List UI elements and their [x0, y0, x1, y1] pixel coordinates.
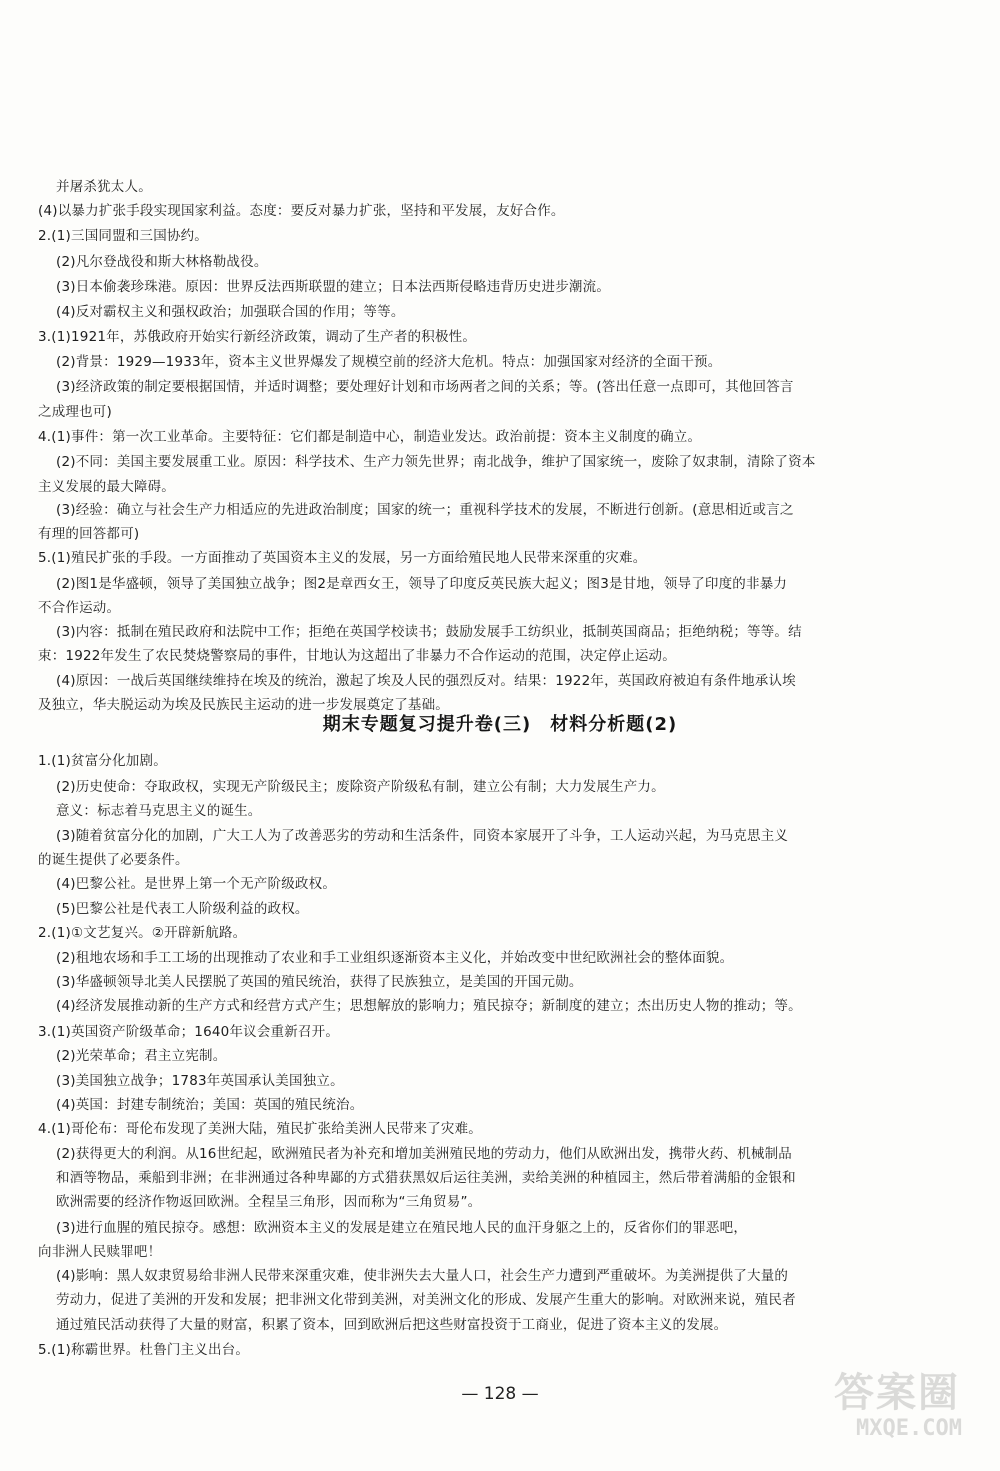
answer-line: 并屠杀犹太人。: [56, 179, 152, 195]
answer-line: (4)反对霸权主义和强权政治；加强联合国的作用；等等。: [56, 304, 405, 320]
answer-line: (3)经济政策的制定要根据国情，并适时调整；要处理好计划和市场两者之间的关系；等。(答出任意一点即可，其他回答言: [56, 379, 794, 395]
answer-line: 1.(1)贫富分化加剧。: [38, 753, 167, 769]
answer-line: 欧洲需要的经济作物返回欧洲。全程呈三角形，因而称为“三角贸易”。: [56, 1194, 482, 1210]
answer-line: 之成理也可): [38, 404, 112, 420]
answer-line: (4)英国：封建专制统治；美国：英国的殖民统治。: [56, 1097, 364, 1113]
answer-line: (2)租地农场和手工工场的出现推动了农业和手工业组织逐渐资本主义化，并始改变中世纪欧洲社会的整体面貌。: [56, 950, 734, 966]
watermark-text-top: 答案圈: [834, 1370, 960, 1416]
answer-line: 5.(1)称霸世界。杜鲁门主义出台。: [38, 1342, 250, 1358]
page-number: — 128 —: [461, 1384, 539, 1404]
answer-line: 5.(1)殖民扩张的手段。一方面推动了英国资本主义的发展，另一方面给殖民地人民带来深重的灾难。: [38, 550, 647, 566]
answer-line: (2)获得更大的利润。从16世纪起，欧洲殖民者为补充和增加美洲殖民地的劳动力，他们从欧洲出发，携带火药、机械制品: [56, 1146, 792, 1162]
answer-line: (2)不同：美国主要发展重工业。原因：科学技术、生产力领先世界；南北战争，维护了国家统一，废除了奴隶制，清除了资本: [56, 454, 816, 470]
answer-line: 及独立，华夫脱运动为埃及民族民主运动的进一步发展奠定了基础。: [38, 697, 449, 713]
answer-line: (4)以暴力扩张手段实现国家利益。态度：要反对暴力扩张，坚持和平发展，友好合作。: [38, 203, 565, 219]
answer-line: 的诞生提供了必要条件。: [38, 852, 189, 868]
answer-line: (2)凡尔登战役和斯大林格勒战役。: [56, 254, 268, 270]
answer-line: (2)历史使命：夺取政权，实现无产阶级民主；废除资产阶级私有制，建立公有制；大力发展生产力。: [56, 779, 665, 795]
answer-line: 通过殖民活动获得了大量的财富，积累了资本，回到欧洲后把这些财富投资于工商业，促进了资本主义的发展。: [56, 1317, 728, 1333]
answer-line: (4)经济发展推动新的生产方式和经营方式产生；思想解放的影响力；殖民掠夺；新制度的建立；杰出历史人物的推动；等。: [56, 998, 802, 1014]
answer-line: 不合作运动。: [38, 600, 121, 616]
answer-line: 意义：标志着马克思主义的诞生。: [56, 803, 262, 819]
answer-line: (4)巴黎公社。是世界上第一个无产阶级政权。: [56, 876, 337, 892]
section-title: 期末专题复习提升卷(三) 材料分析题(2): [322, 714, 678, 735]
answer-line: (2)光荣革命；君主立宪制。: [56, 1048, 227, 1064]
answer-line: (4)原因：一战后英国继续维持在埃及的统治，激起了埃及人民的强烈反对。结果：1922年，英国政府被迫有条件地承认埃: [56, 673, 796, 689]
answer-line: (3)经验：确立与社会生产力相适应的先进政治制度；国家的统一；重视科学技术的发展，不断进行创新。(意思相近或言之: [56, 502, 794, 518]
answer-line: 劳动力，促进了美洲的开发和发展；把非洲文化带到美洲，对美洲文化的形成、发展产生重大的影响。对欧洲来说，殖民者: [56, 1292, 796, 1308]
watermark-text-bottom: MXQE.COM: [856, 1416, 962, 1441]
answer-line: 3.(1)英国资产阶级革命；1640年议会重新召开。: [38, 1024, 340, 1040]
answer-line: 有理的回答都可): [38, 526, 140, 542]
answer-line: (3)内容：抵制在殖民政府和法院中工作；拒绝在英国学校读书；鼓励发展手工纺织业，抵制英国商品；拒绝纳税；等等。结: [56, 624, 802, 640]
answer-line: 2.(1)三国同盟和三国协约。: [38, 228, 209, 244]
answer-line: (3)美国独立战争；1783年英国承认美国独立。: [56, 1073, 344, 1089]
answer-line: 4.(1)事件：第一次工业革命。主要特征：它们都是制造中心，制造业发达。政治前提：资本主义制度的确立。: [38, 429, 702, 445]
answer-line: (5)巴黎公社是代表工人阶级利益的政权。: [56, 901, 309, 917]
answer-line: (4)影响：黑人奴隶贸易给非洲人民带来深重灾难，使非洲失去大量人口，社会生产力遭到严重破坏。为美洲提供了大量的: [56, 1268, 789, 1284]
answer-line: 4.(1)哥伦布：哥伦布发现了美洲大陆，殖民扩张给美洲人民带来了灾难。: [38, 1121, 483, 1137]
answer-line: 束：1922年发生了农民焚烧警察局的事件，甘地认为这超出了非暴力不合作运动的范围，决定停止运动。: [38, 648, 676, 664]
watermark-logo: [794, 1361, 964, 1441]
answer-line: 和酒等物品，乘船到非洲；在非洲通过各种卑鄙的方式猎获黑奴后运往美洲，卖给美洲的种植园主，然后带着满船的金银和: [56, 1170, 796, 1186]
answer-line: 2.(1)①文艺复兴。②开辟新航路。: [38, 925, 247, 941]
answer-line: (3)进行血腥的殖民掠夺。感想：欧洲资本主义的发展是建立在殖民地人民的血汗身躯之上的，反省你们的罪恶吧，: [56, 1220, 748, 1236]
answer-line: 向非洲人民赎罪吧！: [38, 1244, 162, 1260]
answer-line: (3)日本偷袭珍珠港。原因：世界反法西斯联盟的建立；日本法西斯侵略违背历史进步潮流。: [56, 279, 611, 295]
answer-line: 3.(1)1921年，苏俄政府开始实行新经济政策，调动了生产者的积极性。: [38, 329, 477, 345]
answer-line: 主义发展的最大障碍。: [38, 479, 175, 495]
answer-line: (3)华盛顿领导北美人民摆脱了英国的殖民统治，获得了民族独立，是美国的开国元勋。: [56, 974, 583, 990]
answer-line: (3)随着贫富分化的加剧，广大工人为了改善恶劣的劳动和生活条件，同资本家展开了斗争，工人运动兴起，为马克思主义: [56, 828, 789, 844]
answer-line: (2)图1是华盛顿，领导了美国独立战争；图2是章西女王，领导了印度反英民族大起义；图3是甘地，领导了印度的非暴力: [56, 576, 788, 592]
answer-line: (2)背景：1929—1933年，资本主义世界爆发了规模空前的经济大危机。特点：加强国家对经济的全面干预。: [56, 354, 722, 370]
